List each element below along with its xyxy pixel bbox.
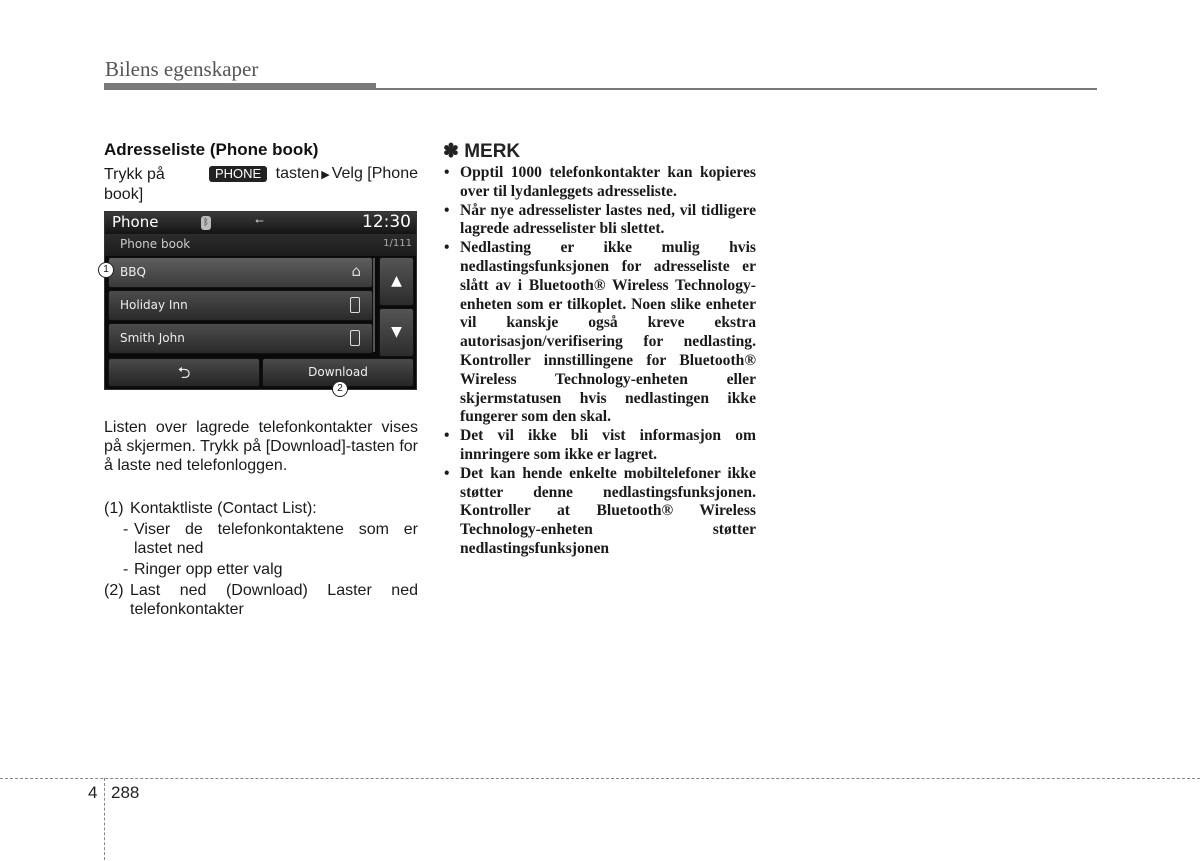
triangle-up-icon: ▲ xyxy=(391,273,402,289)
callout-1: 1 xyxy=(98,262,114,278)
list-header xyxy=(105,234,416,256)
triangle-down-icon: ▼ xyxy=(391,324,402,340)
scroll-down-button[interactable] xyxy=(379,308,414,357)
note-item-text: Det vil ikke bli vist informasjon om innringere som ikke er lagret. xyxy=(460,427,756,463)
note-item: • Opptil 1000 telefonkontakter kan kopieres over til lydanleggets adresseliste. xyxy=(444,164,756,200)
instruction xyxy=(104,164,418,204)
list-item xyxy=(104,499,418,518)
item-list xyxy=(104,499,418,619)
screen-title: Phone xyxy=(112,213,159,231)
scroll-divider xyxy=(373,258,375,352)
contact-row[interactable] xyxy=(108,290,373,321)
note-item-text: Nedlasting er ikke mulig hvis nedlastingsfunksjonen for adresseliste er slått av i Bluetooth® Wireless Technology-enheten som er tilkoplet. Noen slike enheter vil kanskje også kreve ekstra autorisasjon/verifisering for nedlasting. Kontroller innstillingene for Bluetooth® Wireless Technology-enheten eller skjermstatusen hvis nedlastingen ikke fungerer som den skal. xyxy=(460,239,756,426)
note-list xyxy=(444,164,756,559)
list-item xyxy=(104,581,418,619)
note-item-text: Opptil 1000 telefonkontakter kan kopieres over til lydanleggets adresseliste. xyxy=(460,164,756,200)
phonebook-screen xyxy=(104,211,417,390)
note-item: • Det kan hende enkelte mobiltelefoner ikke støtter denne nedlastingsfunksjonen. Kontroller at Bluetooth® Wireless Technology-enheten støtter nedlastingsfunksjonen xyxy=(444,464,756,557)
note-title: ✽ MERK xyxy=(443,141,521,162)
item-text: Last ned (Download) Laster ned telefonkontakter xyxy=(130,582,418,618)
instr-velg: Velg [Phone xyxy=(331,165,418,182)
sub-item-text: Viser de telefonkontaktene som er lastet ned xyxy=(134,521,418,557)
usb-icon: ⭠ xyxy=(255,214,264,227)
list-title: Phone book xyxy=(120,237,191,251)
mobile-icon xyxy=(350,297,360,313)
note-item: • Når nye adresselister lastes ned, vil tidligere lagrede adresselister bli slettet. xyxy=(444,201,756,238)
back-arrow-icon: ⮌ xyxy=(177,363,191,382)
contact-name: Smith John xyxy=(120,331,185,345)
contact-row[interactable] xyxy=(108,257,373,288)
running-header: Bilens egenskaper xyxy=(105,57,259,81)
footer-rule xyxy=(0,778,1200,779)
footer-vertical-rule xyxy=(104,778,105,860)
contact-name: Holiday Inn xyxy=(120,298,188,312)
contact-name: BBQ xyxy=(120,265,146,279)
body-paragraph: Listen over lagrede telefonkontakter vises på skjermen. Trykk på [Download]-tasten for å laste ned telefonloggen. xyxy=(104,419,418,474)
sub-item: - Viser de telefonkontaktene som er lastet ned xyxy=(123,521,418,557)
list-count: 1/111 xyxy=(383,238,412,249)
header-rule-thin xyxy=(376,88,1097,90)
back-button[interactable] xyxy=(108,358,260,387)
instr-mid: tasten xyxy=(275,165,320,182)
page-number: 288 xyxy=(111,783,140,802)
chapter-number: 4 xyxy=(88,783,98,802)
note-item-text: Når nye adresselister lastes ned, vil tidligere lagrede adresselister bli slettet. xyxy=(460,201,756,238)
note-item-text: Det kan hende enkelte mobiltelefoner ikke støtter denne nedlastingsfunksjonen. Kontroller at Bluetooth® Wireless Technology-enheten støtter nedlastingsfunksjonen xyxy=(460,464,756,557)
instr-line2: book] xyxy=(104,186,144,203)
note-item: • Det vil ikke bli vist informasjon om innringere som ikke er lagret. xyxy=(444,427,756,463)
note-item: • Nedlasting er ikke mulig hvis nedlastingsfunksjonen for adresseliste er slått av i Bluetooth® Wireless Technology-enheten som er tilkoplet. Noen slike enheter vil kanskje også kreve ekstra autorisasjon/verifisering for nedlasting. Kontroller innstillingene for Bluetooth® Wireless Technology-enheten eller skjermstatusen hvis nedlastingen ikke fungerer som den skal. xyxy=(444,239,756,426)
arrow-right-icon: ▶ xyxy=(321,169,330,181)
item-number: (1) xyxy=(104,500,124,517)
clock: 12:30 xyxy=(362,212,411,232)
contact-row[interactable] xyxy=(108,323,373,354)
bluetooth-icon: ᛒ xyxy=(201,216,211,230)
sub-item-text: Ringer opp etter valg xyxy=(134,561,283,578)
sub-item: - Ringer opp etter valg xyxy=(104,560,418,579)
home-icon: ⌂ xyxy=(351,262,361,280)
download-button[interactable]: Download xyxy=(262,358,414,387)
callout-2: 2 xyxy=(332,381,348,397)
header-rule-thick xyxy=(104,83,376,90)
status-bar xyxy=(105,212,416,234)
mobile-icon xyxy=(350,330,360,346)
scroll-up-button[interactable] xyxy=(379,257,414,306)
phone-key-label: PHONE xyxy=(209,166,267,182)
section-title: Adresseliste (Phone book) xyxy=(104,140,319,159)
item-number: (2) xyxy=(104,582,124,599)
instr-prefix: Trykk på xyxy=(104,166,165,183)
item-text: Kontaktliste (Contact List): xyxy=(130,500,317,517)
